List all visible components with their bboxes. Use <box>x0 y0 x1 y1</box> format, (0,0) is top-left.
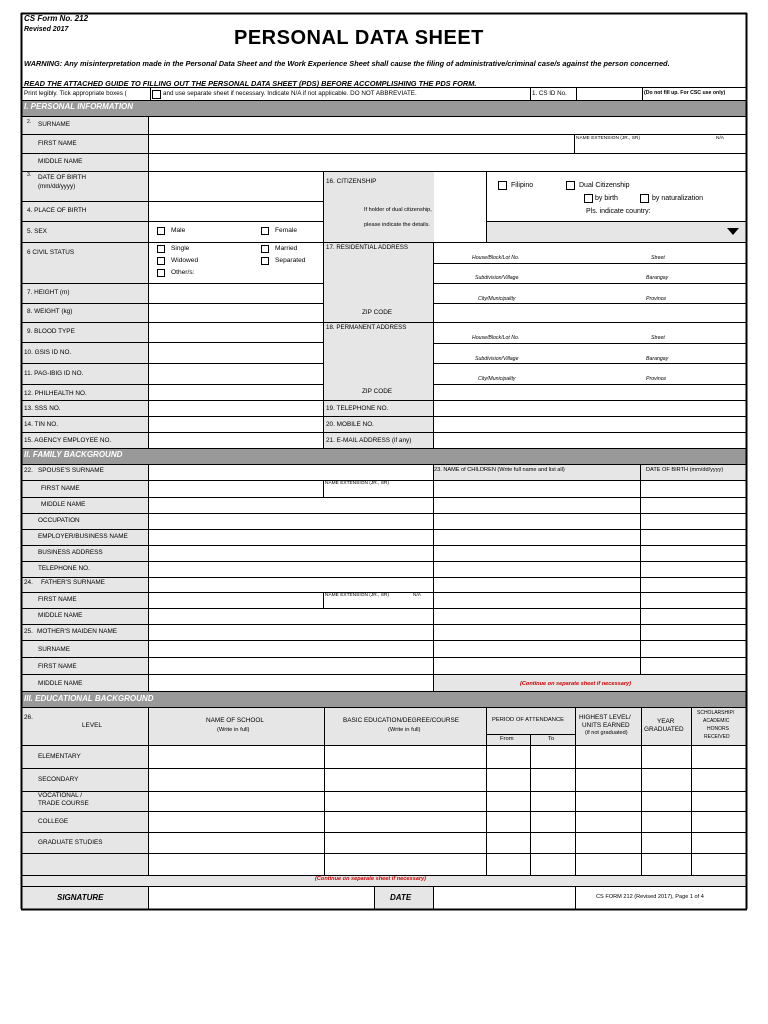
mother-middle-name-label: MIDDLE NAME <box>38 680 83 687</box>
vocational-label-1: VOCATIONAL / <box>38 792 83 799</box>
tick-sample-checkbox <box>152 90 161 99</box>
form-reference: CS FORM 212 (Revised 2017), Page 1 of 4 <box>596 894 704 900</box>
item-number-2: 2. <box>27 119 32 125</box>
married-checkbox[interactable] <box>261 245 269 253</box>
middle-name-field[interactable] <box>149 154 746 171</box>
section-education-title: III. EDUCATIONAL BACKGROUND <box>24 694 154 703</box>
weight-field[interactable] <box>149 304 323 322</box>
perm-province-label: Province <box>646 376 667 382</box>
cs-id-note: (Do not fill up. For CSC use only) <box>644 90 726 96</box>
occupation-label: OCCUPATION <box>38 517 80 524</box>
height-field[interactable] <box>149 284 323 303</box>
scholarship-header-2: ACADEMIC <box>703 718 730 724</box>
form-number: CS Form No. 212 <box>24 14 89 23</box>
res-city-label: City/Municipality <box>478 296 516 302</box>
father-first-name-label: FIRST NAME <box>38 596 77 603</box>
filipino-checkbox[interactable] <box>498 181 507 190</box>
perm-house-label: House/Block/Lot No. <box>472 335 520 341</box>
period-header: PERIOD OF ATTENDANCE <box>492 717 565 723</box>
item-number-26: 26. <box>24 714 33 721</box>
gsis-label: 10. GSIS ID NO. <box>24 349 72 356</box>
scholarship-header-1: SCHOLARSHIP/ <box>697 710 735 716</box>
spouse-middle-name-label: MIDDLE NAME <box>41 501 86 508</box>
others-label: Other/s: <box>171 269 195 276</box>
signature-field[interactable] <box>149 887 374 909</box>
item-number-3: 3. <box>27 172 32 178</box>
sex-label: 5. SEX <box>27 228 47 235</box>
first-name-field[interactable] <box>149 135 574 153</box>
secondary-label: SECONDARY <box>38 776 79 783</box>
agency-employee-field[interactable] <box>149 433 323 448</box>
by-naturalization-label: by naturalization <box>652 195 703 202</box>
female-label: Female <box>275 227 297 234</box>
father-name-extension-value: N/A <box>413 593 421 598</box>
dual-note-line2: please indicate the details. <box>364 222 430 228</box>
gsis-field[interactable] <box>149 343 323 363</box>
height-label: 7. HEIGHT (m) <box>27 289 70 296</box>
degree-subheader: (Write in full) <box>388 727 421 733</box>
res-province-label: Province <box>646 296 667 302</box>
father-name-extension-label: NAME EXTENSION (JR., SR) <box>325 593 389 598</box>
college-label: COLLEGE <box>38 818 69 825</box>
res-street-label: Street <box>651 255 665 261</box>
email-label: 21. E-MAIL ADDRESS (if any) <box>326 437 412 444</box>
triangle-down-icon[interactable] <box>727 228 739 235</box>
res-barangay-label: Barangay <box>646 275 669 281</box>
pob-field[interactable] <box>149 202 323 222</box>
res-zipcode-label: ZIP CODE <box>362 309 393 316</box>
female-checkbox[interactable] <box>261 227 269 235</box>
mother-surname-label: SURNAME <box>38 646 70 653</box>
section-family-background-title: II. FAMILY BACKGROUND <box>24 450 123 459</box>
philhealth-field[interactable] <box>149 385 323 400</box>
signature-label: SIGNATURE <box>57 893 104 902</box>
surname-label: SURNAME <box>38 121 70 128</box>
by-birth-checkbox[interactable] <box>584 194 593 203</box>
instruction-text: READ THE ATTACHED GUIDE TO FILLING OUT THE PERSONAL DATA SHEET (PDS) BEFORE ACCOMPLISHING THE PDS FORM. <box>24 79 477 88</box>
blood-type-label: 9. BLOOD TYPE <box>27 328 75 335</box>
dob-field[interactable] <box>149 172 323 201</box>
revised-label: Revised 2017 <box>24 26 69 33</box>
business-address-label: BUSINESS ADDRESS <box>38 549 103 556</box>
school-name-subheader: (Write in full) <box>217 727 250 733</box>
res-house-label: House/Block/Lot No. <box>472 255 520 261</box>
mobile-label: 20. MOBILE NO. <box>326 421 374 428</box>
first-name-label: FIRST NAME <box>38 140 77 147</box>
item-number-24: 24. <box>24 579 33 586</box>
father-middle-name-label: MIDDLE NAME <box>38 612 83 619</box>
spouse-name-extension-label: NAME EXTENSION (JR., SR) <box>325 481 389 486</box>
spouse-surname-label: SPOUSE'S SURNAME <box>38 467 104 474</box>
page-title: PERSONAL DATA SHEET <box>234 27 484 49</box>
pob-label: 4. PLACE OF BIRTH <box>27 207 87 214</box>
res-zipcode-field[interactable] <box>434 304 746 322</box>
male-checkbox[interactable] <box>157 227 165 235</box>
sss-label: 13. SSS NO. <box>24 405 61 412</box>
year-graduated-header-2: GRADUATED <box>644 726 684 733</box>
dual-note-line1: If holder of dual citizenship, <box>364 207 432 213</box>
mobile-field[interactable] <box>434 417 746 432</box>
telephone-label: 19. TELEPHONE NO. <box>326 405 389 412</box>
graduate-studies-label: GRADUATE STUDIES <box>38 839 103 846</box>
warning-text: WARNING: Any misinterpretation made in the Personal Data Sheet and the Work Experience Sheet shall cause the filing of administrative/criminal case/s against the person concerned. <box>24 59 670 68</box>
agency-employee-label: 15. AGENCY EMPLOYEE NO. <box>24 437 112 444</box>
print-instruction-b: and use separate sheet if necessary. Indicate N/A if not applicable. DO NOT ABBREVIATE. <box>163 90 417 97</box>
filipino-label: Filipino <box>511 182 534 189</box>
separated-label: Separated <box>275 257 306 264</box>
father-surname-label: FATHER'S SURNAME <box>41 579 105 586</box>
spouse-telephone-label: TELEPHONE NO. <box>38 565 90 572</box>
perm-subdivision-label: Subdivision/Village <box>475 356 519 362</box>
perm-zipcode-label: ZIP CODE <box>362 388 393 395</box>
date-label: DATE <box>390 893 412 902</box>
highest-level-header-3: (if not graduated) <box>585 730 628 736</box>
surname-field[interactable] <box>149 116 746 134</box>
male-label: Male <box>171 227 186 234</box>
item-number-25: 25. <box>24 628 33 635</box>
name-extension-value: N/A <box>716 136 724 141</box>
spouse-first-name-label: FIRST NAME <box>41 485 80 492</box>
tin-field[interactable] <box>149 417 323 432</box>
sss-field[interactable] <box>149 401 323 416</box>
telephone-field[interactable] <box>434 401 746 416</box>
by-naturalization-checkbox[interactable] <box>640 194 649 203</box>
level-header: LEVEL <box>82 722 102 729</box>
widowed-label: Widowed <box>171 257 199 264</box>
permanent-address-label: 18. PERMANENT ADDRESS <box>326 324 407 331</box>
vocational-label-2: TRADE COURSE <box>38 800 89 807</box>
cs-id-label: 1. CS ID No. <box>532 90 567 97</box>
res-subdivision-label: Subdivision/Village <box>475 275 519 281</box>
blood-type-field[interactable] <box>149 323 323 342</box>
year-graduated-header-1: YEAR <box>657 718 675 725</box>
scholarship-header-3: HONORS <box>707 726 729 732</box>
mother-first-name-label: FIRST NAME <box>38 663 77 670</box>
education-continue-note: (Continue on separate sheet if necessary) <box>315 876 426 882</box>
single-label: Single <box>171 245 190 252</box>
others-checkbox[interactable] <box>157 269 165 277</box>
item-number-22: 22. <box>24 467 33 474</box>
pagibig-label: 11. PAG-IBIG ID NO. <box>24 370 84 377</box>
philhealth-label: 12. PHILHEALTH NO. <box>24 390 87 397</box>
section-personal-info-title: I. PERSONAL INFORMATION <box>24 102 134 111</box>
by-birth-label: by birth <box>595 195 618 202</box>
highest-level-header-2: UNITS EARNED <box>582 722 630 729</box>
indicate-country-label: Pls. indicate country: <box>586 208 651 215</box>
period-from-header: From <box>500 736 514 742</box>
perm-barangay-label: Barangay <box>646 356 669 362</box>
degree-header: BASIC EDUCATION/DEGREE/COURSE <box>343 717 459 724</box>
married-label: Married <box>275 245 298 252</box>
perm-city-label: City/Municipality <box>478 376 516 382</box>
highest-level-header-1: HIGHEST LEVEL/ <box>579 714 631 721</box>
weight-label: 8. WEIGHT (kg) <box>27 308 73 315</box>
tin-label: 14. TIN NO. <box>24 421 58 428</box>
perm-street-label: Street <box>651 335 665 341</box>
period-to-header: To <box>548 736 555 742</box>
children-dob-header: DATE OF BIRTH (mm/dd/yyyy) <box>646 467 724 473</box>
civil-status-label: 6 CIVIL STATUS <box>27 249 75 256</box>
residential-address-label: 17. RESIDENTIAL ADDRESS <box>326 244 408 251</box>
separated-checkbox[interactable] <box>261 257 269 265</box>
elementary-label: ELEMENTARY <box>38 753 81 760</box>
country-select[interactable] <box>487 222 746 241</box>
single-checkbox[interactable] <box>157 245 165 253</box>
scholarship-header-4: RECEIVED <box>704 734 730 740</box>
pagibig-field[interactable] <box>149 364 323 384</box>
middle-name-label: MIDDLE NAME <box>38 158 83 165</box>
perm-zipcode-field[interactable] <box>434 385 746 400</box>
email-field[interactable] <box>434 433 746 448</box>
employer-label: EMPLOYER/BUSINESS NAME <box>38 533 128 540</box>
citizenship-label: 16. CITIZENSHIP <box>326 178 377 185</box>
widowed-checkbox[interactable] <box>157 257 165 265</box>
mother-maiden-name-label: MOTHER'S MAIDEN NAME <box>37 628 118 635</box>
print-instruction-a: Print legibly. Tick appropriate boxes ( <box>24 90 127 97</box>
dob-label: DATE OF BIRTH <box>38 174 87 181</box>
dob-format-label: (mm/dd/yyyy) <box>38 183 76 190</box>
date-field[interactable] <box>434 887 575 909</box>
children-header: 23. NAME of CHILDREN (Write full name and list all) <box>434 467 565 473</box>
dual-citizenship-label: Dual Citizenship <box>579 182 630 189</box>
dual-citizenship-checkbox[interactable] <box>566 181 575 190</box>
family-continue-note: (Continue on separate sheet if necessary) <box>520 681 631 687</box>
school-name-header: NAME OF SCHOOL <box>206 717 264 724</box>
name-extension-label: NAME EXTENSION (JR., SR) <box>576 136 640 141</box>
cs-id-field[interactable] <box>577 88 641 100</box>
